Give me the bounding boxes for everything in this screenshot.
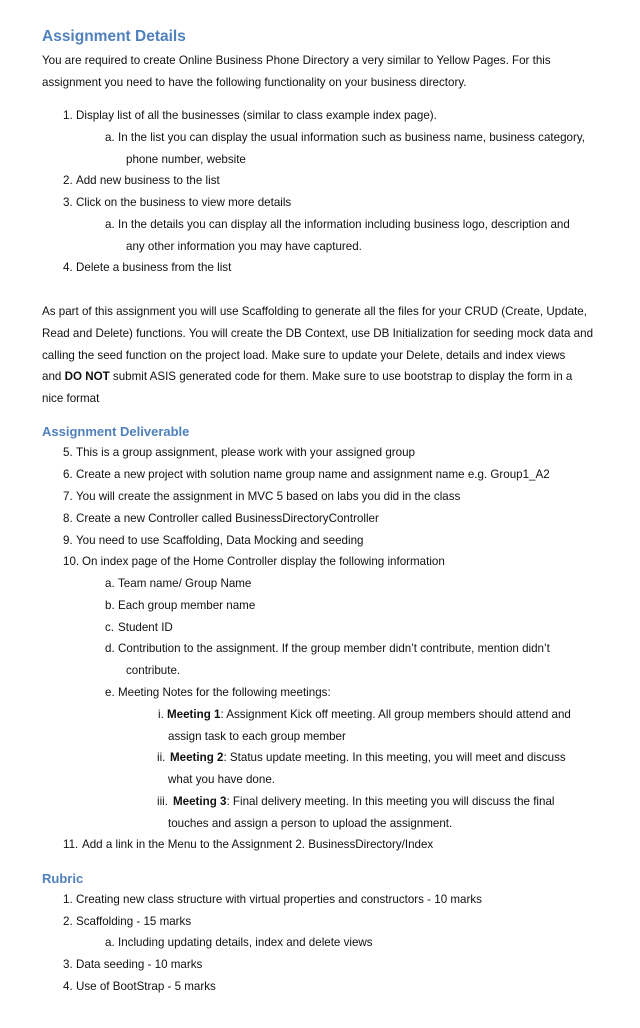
list-subitem: Contribution to the assignment. If the group member didn’t contribute, mention didn’t [118,642,550,655]
list-item: This is a group assignment, please work with your assigned group [76,446,415,459]
meeting-text: : Status update meeting. In this meeting, you will meet and discuss [223,751,566,764]
list-number: 2. [63,174,73,187]
list-number: 3. [63,958,73,971]
list-item: Add new business to the list [76,174,220,187]
paragraph-bold-text: DO NOT [64,370,110,383]
meeting-label: Meeting 2 [170,751,224,764]
list-item: Add a link in the Menu to the Assignment 2. BusinessDirectory/Index [82,838,434,851]
list-letter: a. [105,218,115,231]
list-number: 7. [63,490,73,503]
meeting-text: : Assignment Kick off meeting. All group members should attend and [220,708,571,721]
list-letter: d. [105,642,115,655]
list-item: Scaffolding - 15 marks [76,915,192,928]
paragraph-line: nice format [42,392,100,405]
list-letter: b. [105,599,115,612]
meeting-label: Meeting 1 [167,708,221,721]
list-letter: e. [105,686,115,699]
list-roman: i. [158,708,164,721]
paragraph-text: and [42,370,65,383]
paragraph-line: calling the seed function on the project load. Make sure to update your Delete, details and index views [42,349,566,362]
list-item: Creating new class structure with virtual properties and constructors - 10 marks [76,893,482,906]
list-letter: a. [105,936,115,949]
meeting-label: Meeting 3 [173,795,227,808]
list-item: Display list of all the businesses (similar to class example index page). [76,109,437,122]
paragraph-line [42,369,572,385]
list-number: 4. [63,980,73,993]
list-item: Create a new project with solution name group name and assignment name e.g. Group1_A2 [76,468,550,481]
list-subsubitem-continued: assign task to each group member [168,730,346,743]
list-subitem: In the list you can display the usual information such as business name, business category, [118,131,586,144]
list-subitem-continued: phone number, website [126,153,246,166]
list-number: 11. [63,838,79,851]
list-number: 1. [63,893,73,906]
list-item: On index page of the Home Controller display the following information [82,555,445,568]
list-item: You will create the assignment in MVC 5 based on labs you did in the class [76,490,461,503]
list-letter: c. [105,621,115,634]
list-number: 4. [63,261,73,274]
list-subitem-continued: contribute. [126,664,181,677]
list-number: 10. [63,555,80,568]
list-item: Delete a business from the list [76,261,232,274]
list-number: 8. [63,512,73,525]
list-number: 9. [63,534,73,547]
list-item: Click on the business to view more details [76,196,292,209]
rubric-heading: Rubric [42,871,84,886]
intro-line-1: You are required to create Online Business Phone Directory a very similar to Yellow Pages. For this [42,54,551,67]
list-number: 1. [63,109,73,122]
list-subsubitem [167,707,571,723]
paragraph-line: Read and Delete) functions. You will create the DB Context, use DB Initialization for seeding mock data and [42,327,594,340]
list-letter: a. [105,131,115,144]
list-item: Data seeding - 10 marks [76,958,203,971]
list-roman: ii. [157,751,166,764]
list-subsubitem-continued: touches and assign a person to upload the assignment. [168,817,453,830]
list-number: 6. [63,468,73,481]
list-subsubitem [170,750,566,766]
list-number: 3. [63,196,73,209]
list-subitem: Each group member name [118,599,256,612]
paragraph-text: submit ASIS generated code for them. Make sure to use bootstrap to display the form in a [109,370,573,383]
list-subsubitem [173,794,554,810]
list-roman: iii. [157,795,168,808]
list-number: 2. [63,915,73,928]
paragraph-line: As part of this assignment you will use Scaffolding to generate all the files for your CRUD (Create, Update, [42,305,587,318]
list-subitem: Including updating details, index and delete views [118,936,373,949]
meeting-text: : Final delivery meeting. In this meeting you will discuss the final [226,795,555,808]
list-subitem: Student ID [118,621,173,634]
deliverable-heading: Assignment Deliverable [42,424,190,439]
list-item: You need to use Scaffolding, Data Mocking and seeding [76,534,364,547]
list-subitem-continued: any other information you may have captured. [126,240,362,253]
list-item: Use of BootStrap - 5 marks [76,980,216,993]
list-item: Create a new Controller called BusinessDirectoryController [76,512,379,525]
list-subitem: Team name/ Group Name [118,577,252,590]
list-subsubitem-continued: what you have done. [168,773,275,786]
page-title: Assignment Details [42,28,186,45]
list-subitem: Meeting Notes for the following meetings: [118,686,331,699]
list-letter: a. [105,577,115,590]
intro-line-2: assignment you need to have the following functionality on your business directory. [42,76,467,89]
list-subitem: In the details you can display all the information including business logo, description and [118,218,570,231]
list-number: 5. [63,446,73,459]
